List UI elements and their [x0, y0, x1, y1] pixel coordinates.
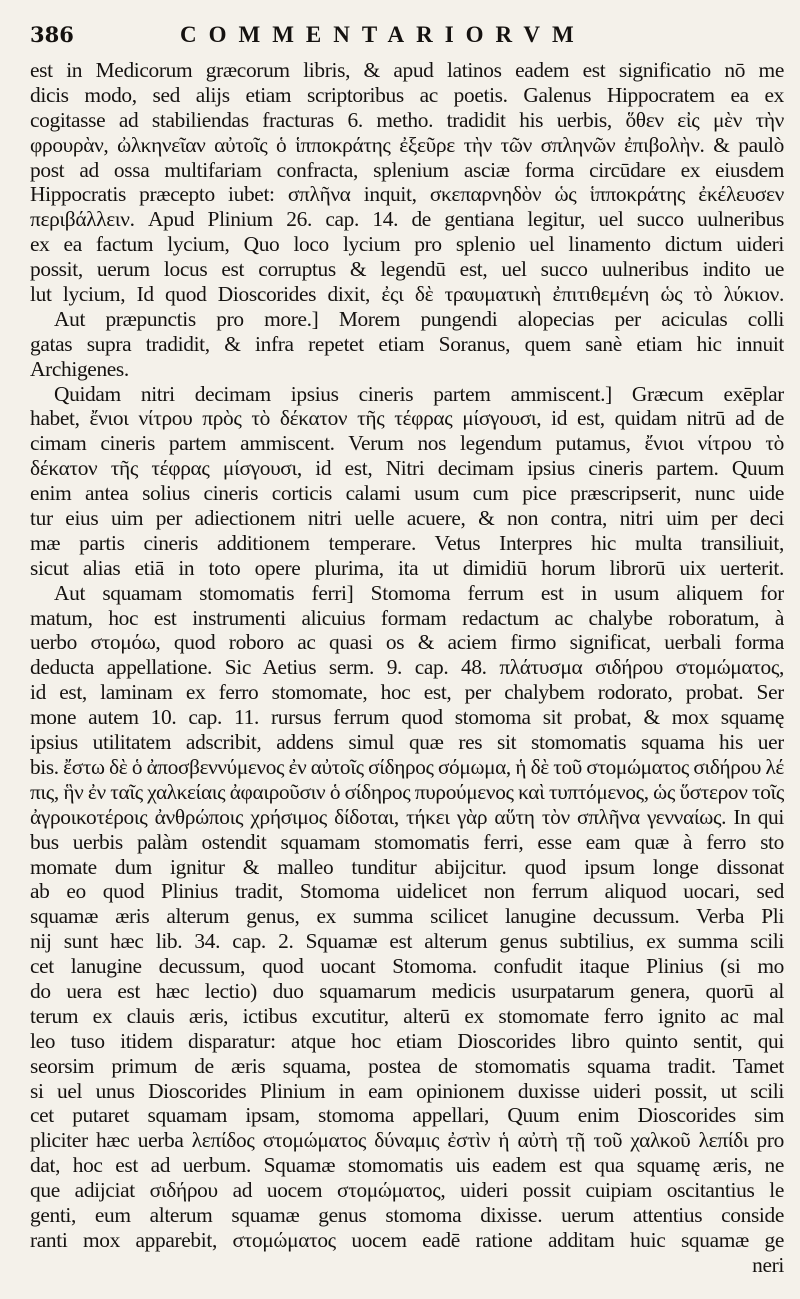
text-line: Aut præpunctis pro more.] Morem pungendi alopecias per aciculas colli: [54, 306, 784, 331]
text-line: pliciter hæc uerba λεπίδος στομώματος δύναμις ἐστὶν ἡ αὐτὴ τῇ τοῦ χαλκοῦ λεπίδι pro: [30, 1128, 784, 1153]
text-line: ipsius utilitatem adscribit, addens simul quæ res sit stomomatis squama his uer: [30, 730, 784, 755]
text-line: ex ea factum lycium, Quo loco lycium pro splenio uel linamento dictum uideri: [30, 232, 784, 257]
text-line: deducta appellatione. Sic Aetius serm. 9. cap. 48. πλάτυσμα σιδήρου στομώματος,: [30, 655, 784, 680]
text-line: cimam cineris partem ammiscent. Verum nos legendum putamus, ἔνιοι νίτρου τὸ: [30, 431, 784, 456]
text-line: bis. ἔστω δὲ ὁ ἀποσβεννύμενος ἐν αὐτοῖς σίδηρος σόμωμα, ἡ δὲ τοῦ στομώματος σιδήρου λέ: [30, 754, 784, 779]
text-line: dicis modo, sed alijs etiam scriptoribus ac poetis. Galenus Hippocratem ea ex: [30, 82, 784, 107]
running-title: COMMENTARIORVM: [180, 22, 586, 47]
text-line: φρουρὰν, ὠλκηνεῖαν αὐτοῖς ὁ ἱπποκράτης ἐξεῦρε τὴν τῶν σπληνῶν ἐπιβολὴν. & paulò: [30, 132, 784, 157]
text-line: dat, hoc est ad uerbum. Squamæ stomomatis uis eadem est qua squamę æris, ne: [30, 1153, 784, 1178]
text-line: matum, hoc est instrumenti alicuius formam redactum ac chalybe roboratum, à: [30, 605, 784, 630]
text-line: cet lanugine decussum, quod uocant Stomoma. confudit itaque Plinius (si mo: [30, 954, 784, 979]
text-line: περιβάλλειν. Apud Plinium 26. cap. 14. de gentiana legitur, uel succo uulneribus: [30, 207, 784, 232]
text-line: que adijciat σιδήρου ad uocem στομώματος, uideri possit cuipiam oscitantius le: [30, 1178, 784, 1203]
page-number: 386: [30, 22, 74, 47]
text-line: Quidam nitri decimam ipsius cineris partem ammiscent.] Græcum exēplar: [54, 381, 784, 406]
running-head: [30, 22, 784, 58]
text-line: δέκατον τῆς τέφρας μίσγουσι, id est, Nitri decimam ipsius cineris partem. Quum: [30, 456, 784, 481]
text-line: cogitasse ad stabiliendas fracturas 6. metho. tradidit his uerbis, ὅθεν εἰς μὲν τὴν: [30, 107, 784, 132]
text-line: ranti mox apparebit, στομώματος uocem eadē ratione additam huic squamæ ge: [30, 1227, 784, 1252]
text-line: uerbo στομόω, quod roboro ac quasi os & aciem firmo significat, uerbali forma: [30, 630, 784, 655]
text-line: gatas supra tradidit, & infra repetet etiam Soranus, quem sanè etiam hic innuit: [30, 331, 784, 356]
text-line: si uel unus Dioscorides Plinium in eam opinionem duxisse uideri possit, ut scili: [30, 1078, 784, 1103]
text-line: sicut alias etiā in toto opere plurima, ita ut dimidiū horum librorū uix uerterit.: [30, 555, 784, 580]
text-line: possit, uerum locus est corruptus & legendū est, uel succo uulneribus indito ue: [30, 257, 784, 282]
text-line: habet, ἔνιοι νίτρου πρὸς τὸ δέκατον τῆς τέφρας μίσγουσι, id est, quidam nitrū ad de: [30, 406, 784, 431]
commentary-text: [30, 58, 784, 1278]
text-line: neri: [752, 1252, 784, 1277]
text-line: id est, laminam ex ferro stomomate, hoc est, per chalybem rodorato, probat. Ser: [30, 680, 784, 705]
text-line: πις, ἣν ἐν ταῖς χαλκείαις ἀφαιροῦσιν ὁ σίδηρος πυρούμενος καὶ τυπτόμενος, ὡς ὕστερον τοῖς: [30, 779, 784, 804]
text-line: leo tuso itidem disparatur: atque hoc etiam Dioscorides libro quinto sentit, qui: [30, 1028, 784, 1053]
text-line: bus uerbis palàm ostendit squamam stomomatis ferri, esse eam quæ à ferro sto: [30, 829, 784, 854]
text-line: enim antea solius cineris corticis calami usum cum pice præscripserit, nunc uide: [30, 481, 784, 506]
text-line: genti, eum alterum squamæ genus stomoma dixisse. uerum attentius conside: [30, 1202, 784, 1227]
text-line: seorsim primum de æris squama, postea de stomomatis squama tradit. Tamet: [30, 1053, 784, 1078]
text-line: ἀγροικοτέροις ἀνθρώποις χρήσιμος δίδοται, τήκει γὰρ αὕτη τὸν σπλῆνα γενναίως. In qui: [30, 804, 784, 829]
text-line: terum ex clauis æris, ictibus excutitur, alterū ex stomomate ferro ignito ac mal: [30, 1003, 784, 1028]
text-line: post ad ossa multifariam confracta, splenium asciæ forma circūdare ex eiusdem: [30, 157, 784, 182]
text-line: nij sunt hæc lib. 34. cap. 2. Squamæ est alterum genus subtilius, ex summa scili: [30, 929, 784, 954]
text-line: ab eo quod Plinius tradit, Stomoma uidelicet non ferrum aliquod uocari, sed: [30, 879, 784, 904]
text-line: momate dum ignitur & malleo tunditur abijcitur. quod ipsum longe dissonat: [30, 854, 784, 879]
text-line: Aut squamam stomomatis ferri] Stomoma ferrum est in usum aliquem for: [54, 580, 784, 605]
text-line: tur eius uim per adiectionem nitri uelle acuere, & non contra, nitri uim per deci: [30, 506, 784, 531]
text-line: lut lycium, Id quod Dioscorides dixit, ἐςι δὲ τραυματικὴ ἐπιτιθεμένη ὡς τὸ λύκιον.: [30, 282, 784, 307]
text-line: Hippocratis præcepto iubet: σπλῆνα inquit, σκεπαρνηδὸν ὡς ἱπποκράτης ἐκέλευσεν: [30, 182, 784, 207]
text-line: Archigenes.: [30, 356, 129, 381]
text-line: cet putaret squamam ipsam, stomoma appellari, Quum enim Dioscorides sim: [30, 1103, 784, 1128]
text-line: est in Medicorum græcorum libris, & apud latinos eadem est significatio nō me: [30, 58, 784, 82]
text-line: mone autem 10. cap. 11. rursus ferrum quod stomoma sit probat, & mox squamę: [30, 705, 784, 730]
text-line: mæ partis cineris additionem temperare. Vetus Interpres hic multa transiliuit,: [30, 530, 784, 555]
text-line: do uera est hæc lectio) duo squamarum medicis usurpatarum genera, quorū al: [30, 978, 784, 1003]
text-line: squamæ æris alterum genus, ex summa scilicet lanugine decussum. Verba Pli: [30, 904, 784, 929]
